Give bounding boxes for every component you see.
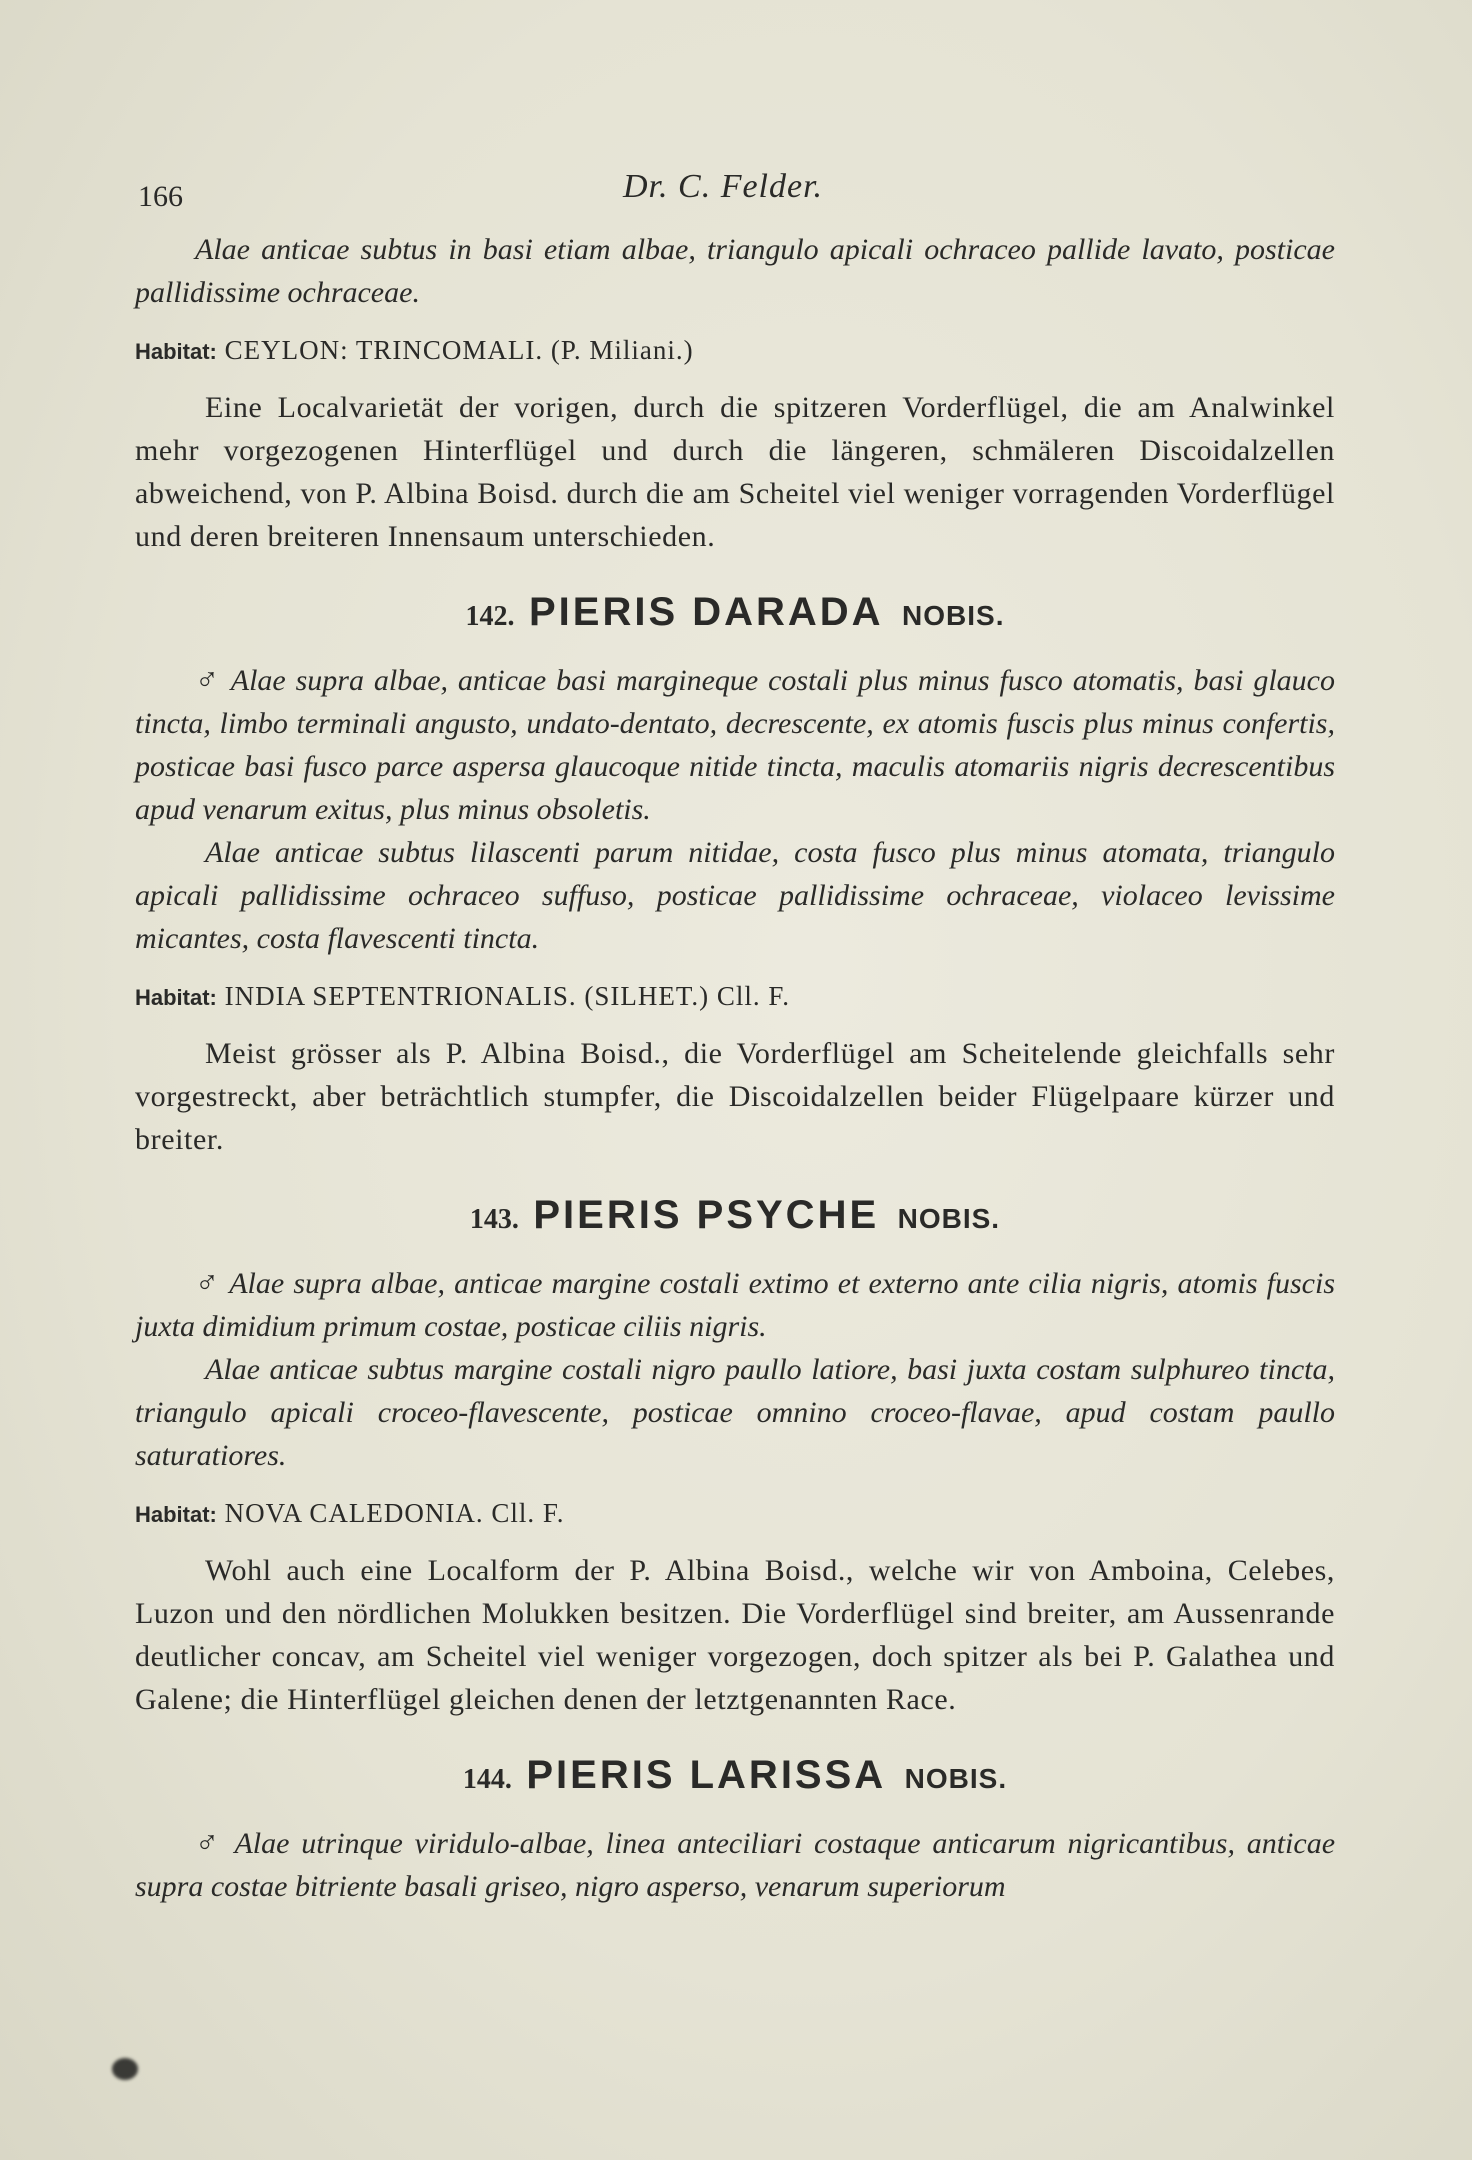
page-content bbox=[135, 228, 1335, 1908]
section-number: 144. bbox=[462, 1764, 512, 1795]
species-name: PIERIS LARISSA bbox=[526, 1753, 887, 1797]
habitat-label: Habitat: bbox=[135, 985, 217, 1010]
species-authority: NOBIS. bbox=[897, 1203, 1001, 1234]
species-name: PIERIS DARADA bbox=[528, 590, 884, 634]
latin-upper-text: Alae utrinque viridulo-albae, linea anteciliari costaque anticarum nigricantibus, anticae supra costae bitriente basali griseo, nigro asperso, venarum superiorum bbox=[135, 1827, 1336, 1903]
male-symbol: ♂ bbox=[195, 661, 222, 697]
latin-upper-text: Alae supra albae, anticae basi margineque costali plus minus fusco atomatis, basi glauco tincta, limbo terminali angusto, undato-dentato, decrescente, ex atomis fuscis plus minus confertis, posticae basi fusco parce aspersa glaucoque nitide tincta, maculis atomariis nigris decrescentibus apud venarum exitus, plus minus obsoletis. bbox=[135, 664, 1335, 826]
page-header bbox=[138, 168, 1338, 218]
section-title-142 bbox=[135, 588, 1335, 636]
section-habitat bbox=[135, 1493, 1335, 1535]
habitat-label: Habitat: bbox=[135, 1502, 217, 1527]
latin-description-upper bbox=[135, 658, 1335, 831]
latin-description-upper bbox=[135, 1821, 1335, 1908]
german-description: Wohl auch eine Localform der P. Albina Boisd., welche wir von Amboina, Celebes, Luzon und den nördlichen Molukken besitzen. Die Vorderflügel sind breiter, am Aussenrande deutlicher concav, am Scheitel viel weniger vorgezogen, doch spitzer als bei P. Galathea und Galene; die Hinterflügel gleichen denen der letztgenannten Race. bbox=[135, 1554, 1335, 1716]
latin-description-lower: Alae anticae subtus lilascenti parum nitidae, costa fusco plus minus atomata, triangulo apicali pallidissime ochraceo suffuso, posticae pallidissime ochraceae, violaceo levissime micantes, costa flavescenti tincta. bbox=[135, 836, 1335, 955]
male-symbol: ♂ bbox=[195, 1824, 224, 1860]
intro-latin-description: Alae anticae subtus in basi etiam albae, triangulo apicali ochraceo pallide lavato, posticae pallidissime ochraceae. bbox=[135, 233, 1335, 309]
latin-description-upper bbox=[135, 1261, 1335, 1348]
latin-description-lower: Alae anticae subtus margine costali nigro paullo latiore, basi juxta costam sulphureo tincta, triangulo apicali croceo-flavescente, posticae omnino croceo-flavae, apud costam paullo saturatiores. bbox=[135, 1353, 1335, 1472]
male-symbol: ♂ bbox=[195, 1264, 221, 1300]
intro-german-description: Eine Localvarietät der vorigen, durch die spitzeren Vorderflügel, die am Analwinkel mehr vorgezogenen Hinterflügel und durch die längeren, schmäleren Discoidalzellen abweichend, von P. Albina Boisd. durch die am Scheitel viel weniger vorragenden Vorderflügel und deren breiteren Innensaum unterschieden. bbox=[135, 391, 1335, 553]
page-number: 166 bbox=[138, 180, 183, 213]
section-title-144 bbox=[135, 1751, 1335, 1799]
intro-habitat bbox=[135, 330, 1335, 372]
section-number: 143. bbox=[469, 1204, 519, 1235]
section-habitat bbox=[135, 976, 1335, 1018]
species-authority: NOBIS. bbox=[904, 1763, 1008, 1794]
german-description: Meist grösser als P. Albina Boisd., die Vorderflügel am Scheitelende gleichfalls sehr vorgestreckt, aber beträchtlich stumpfer, die Discoidalzellen beider Flügelpaare kürzer und breiter. bbox=[135, 1037, 1335, 1156]
species-authority: NOBIS. bbox=[902, 600, 1005, 631]
habitat-text: NOVA CALEDONIA. Cll. F. bbox=[224, 1498, 565, 1528]
habitat-label: Habitat: bbox=[135, 339, 217, 364]
ink-smudge bbox=[112, 2058, 138, 2080]
section-number: 142. bbox=[465, 601, 515, 632]
habitat-text: INDIA SEPTENTRIONALIS. (SILHET.) Cll. F. bbox=[224, 981, 790, 1011]
running-head: Dr. C. Felder. bbox=[623, 168, 824, 205]
habitat-text: CEYLON: TRINCOMALI. (P. Miliani.) bbox=[224, 335, 694, 365]
species-name: PIERIS PSYCHE bbox=[533, 1193, 880, 1237]
latin-upper-text: Alae supra albae, anticae margine costali extimo et externo ante cilia nigris, atomis fuscis juxta dimidium primum costae, posticae ciliis nigris. bbox=[135, 1267, 1335, 1343]
section-title-143 bbox=[135, 1191, 1335, 1239]
